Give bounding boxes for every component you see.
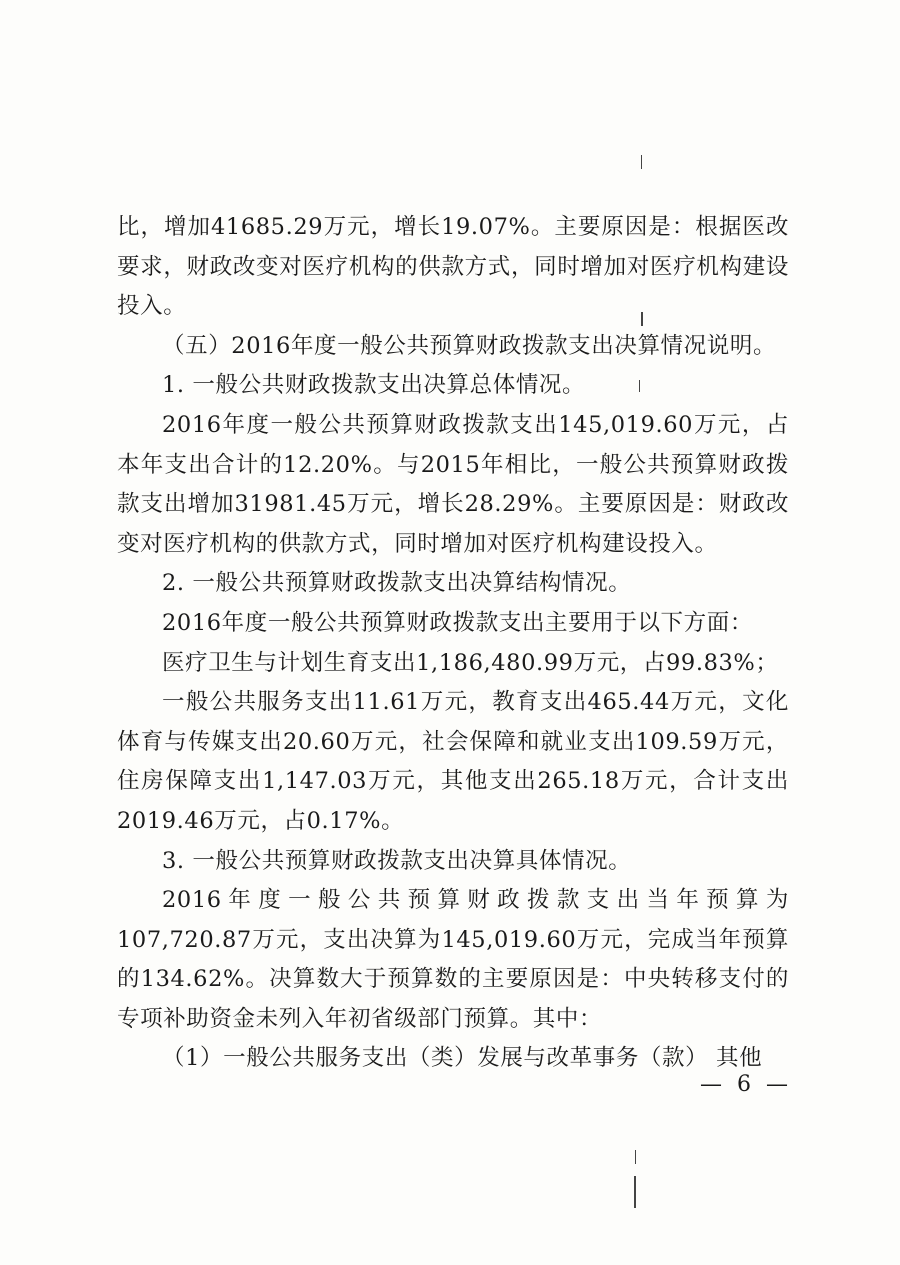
scan-mark (639, 380, 640, 392)
paragraph-item-1: （1）一般公共服务支出（类）发展与改革事务（款） 其他 (162, 1045, 763, 1072)
subheading-2: 2. 一般公共预算财政拨款支出决算结构情况。 (162, 570, 632, 597)
paragraph-overall: 2016年度一般公共预算财政拨款支出145,019.60万元，占本年支出合计的12.20%。与2015年相比，一般公共预算财政拨款支出增加31981.45万元，增长28.29%。主要原因是：财政改变对医疗机构的供款方式，同时增加对医疗机构建设投入。 (117, 411, 789, 557)
paragraph-other-expenditure: 一般公共服务支出11.61万元，教育支出465.44万元，文化体育与传媒支出20.60万元，社会保障和就业支出109.59万元，住房保障支出1,147.03万元，其他支出265.18万元，合计支出2019.46万元，占0.17%。 (117, 689, 789, 834)
paragraph-structure-intro: 2016年度一般公共预算财政拨款支出主要用于以下方面： (162, 609, 753, 636)
subheading-1: 1. 一般公共财政拨款支出决算总体情况。 (162, 372, 586, 399)
scan-mark (635, 1150, 636, 1164)
page-number: — 6 — (700, 1072, 792, 1097)
paragraph-detail: 2016年度一般公共预算财政拨款支出当年预算为107,720.87万元，支出决算为145,019.60万元，完成当年预算的134.62%。决算数大于预算数的主要原因是：中央转移支付的专项补助资金未列入年初省级部门预算。其中： (117, 887, 789, 1032)
subheading-3: 3. 一般公共预算财政拨款支出决算具体情况。 (162, 847, 632, 874)
paragraph-continuation: 比，增加41685.29万元，增长19.07%。主要原因是：根据医改要求，财政改变对医疗机构的供款方式，同时增加对医疗机构建设投入。 (117, 214, 789, 320)
scan-mark (641, 155, 642, 169)
paragraph-health-expenditure: 医疗卫生与计划生育支出1,186,480.99万元，占99.83%； (162, 649, 779, 676)
scan-mark (641, 312, 643, 326)
section-heading-five: （五）2016年度一般公共预算财政拨款支出决算情况说明。 (162, 332, 777, 359)
scan-mark (634, 1176, 636, 1208)
body-text (117, 208, 789, 1079)
